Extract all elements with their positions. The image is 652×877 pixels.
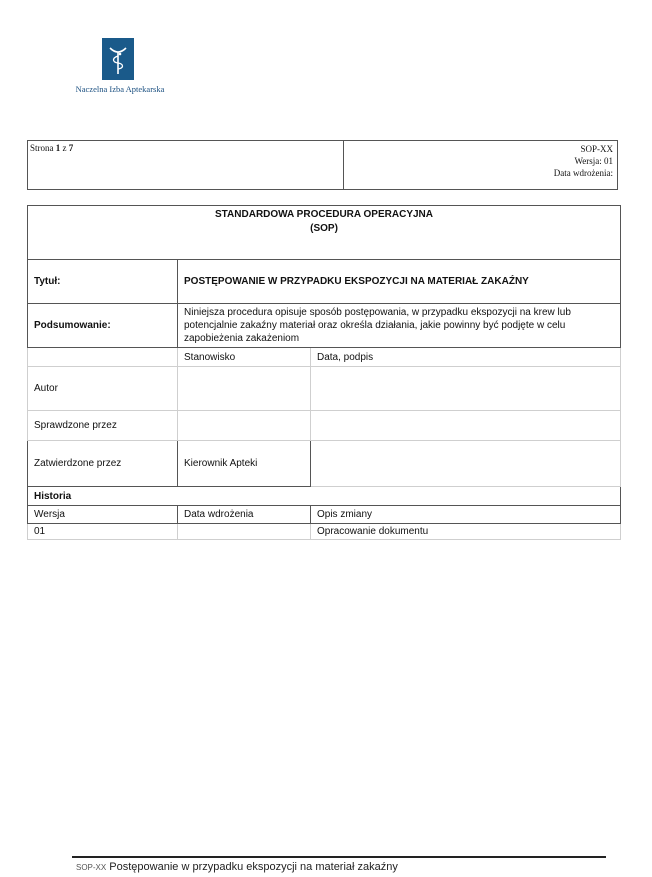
approver-position: Kierownik Apteki (178, 441, 311, 487)
title-value: POSTĘPOWANIE W PRZYPADKU EKSPOZYCJI NA MATERIAŁ ZAKAŹNY (178, 260, 621, 304)
col-position-header: Stanowisko (178, 348, 311, 367)
approver-signature (311, 441, 621, 487)
summary-label: Podsumowanie: (28, 304, 178, 348)
sop-heading: STANDARDOWA PROCEDURA OPERACYJNA (SOP) (28, 206, 621, 260)
logo-caption: Naczelna Izba Aptekarska (75, 84, 165, 94)
history-col-version: Wersja (28, 506, 178, 524)
footer-divider (72, 856, 606, 858)
implementation-date: Data wdrożenia: (553, 168, 613, 178)
summary-value: Niniejsza procedura opisuje sposób postępowania, w przypadku ekspozycji na krew lub potencjalnie zakaźny materiał oraz określa działania, jakie powinny być podjęte w celu zapobieżenia zakażeniom (178, 304, 621, 348)
document-header (27, 140, 618, 190)
history-date (178, 524, 311, 540)
role-reviewer: Sprawdzone przez (28, 411, 178, 441)
history-description: Opracowanie dokumentu (311, 524, 621, 540)
history-version: 01 (28, 524, 178, 540)
history-col-date: Data wdrożenia (178, 506, 311, 524)
footer-prefix: SOP-XX (76, 863, 107, 872)
history-label: Historia (28, 487, 621, 506)
reviewer-position (178, 411, 311, 441)
organization-logo (72, 38, 168, 94)
doc-code: SOP-XX (580, 144, 613, 154)
sop-table (27, 205, 621, 540)
bowl-of-hygieia-icon (102, 38, 134, 80)
author-position (178, 367, 311, 411)
col-date-signature-header: Data, podpis (311, 348, 621, 367)
role-approver: Zatwierdzone przez (28, 441, 178, 487)
doc-version: Wersja: 01 (574, 156, 613, 166)
page-footer (76, 861, 398, 873)
footer-title: Postępowanie w przypadku ekspozycji na materiał zakaźny (109, 861, 398, 873)
title-label: Tytuł: (28, 260, 178, 304)
history-col-description: Opis zmiany (311, 506, 621, 524)
document-meta (344, 141, 617, 189)
reviewer-signature (311, 411, 621, 441)
role-author: Autor (28, 367, 178, 411)
page-counter: Strona 1 z 7 (28, 141, 344, 189)
author-signature (311, 367, 621, 411)
